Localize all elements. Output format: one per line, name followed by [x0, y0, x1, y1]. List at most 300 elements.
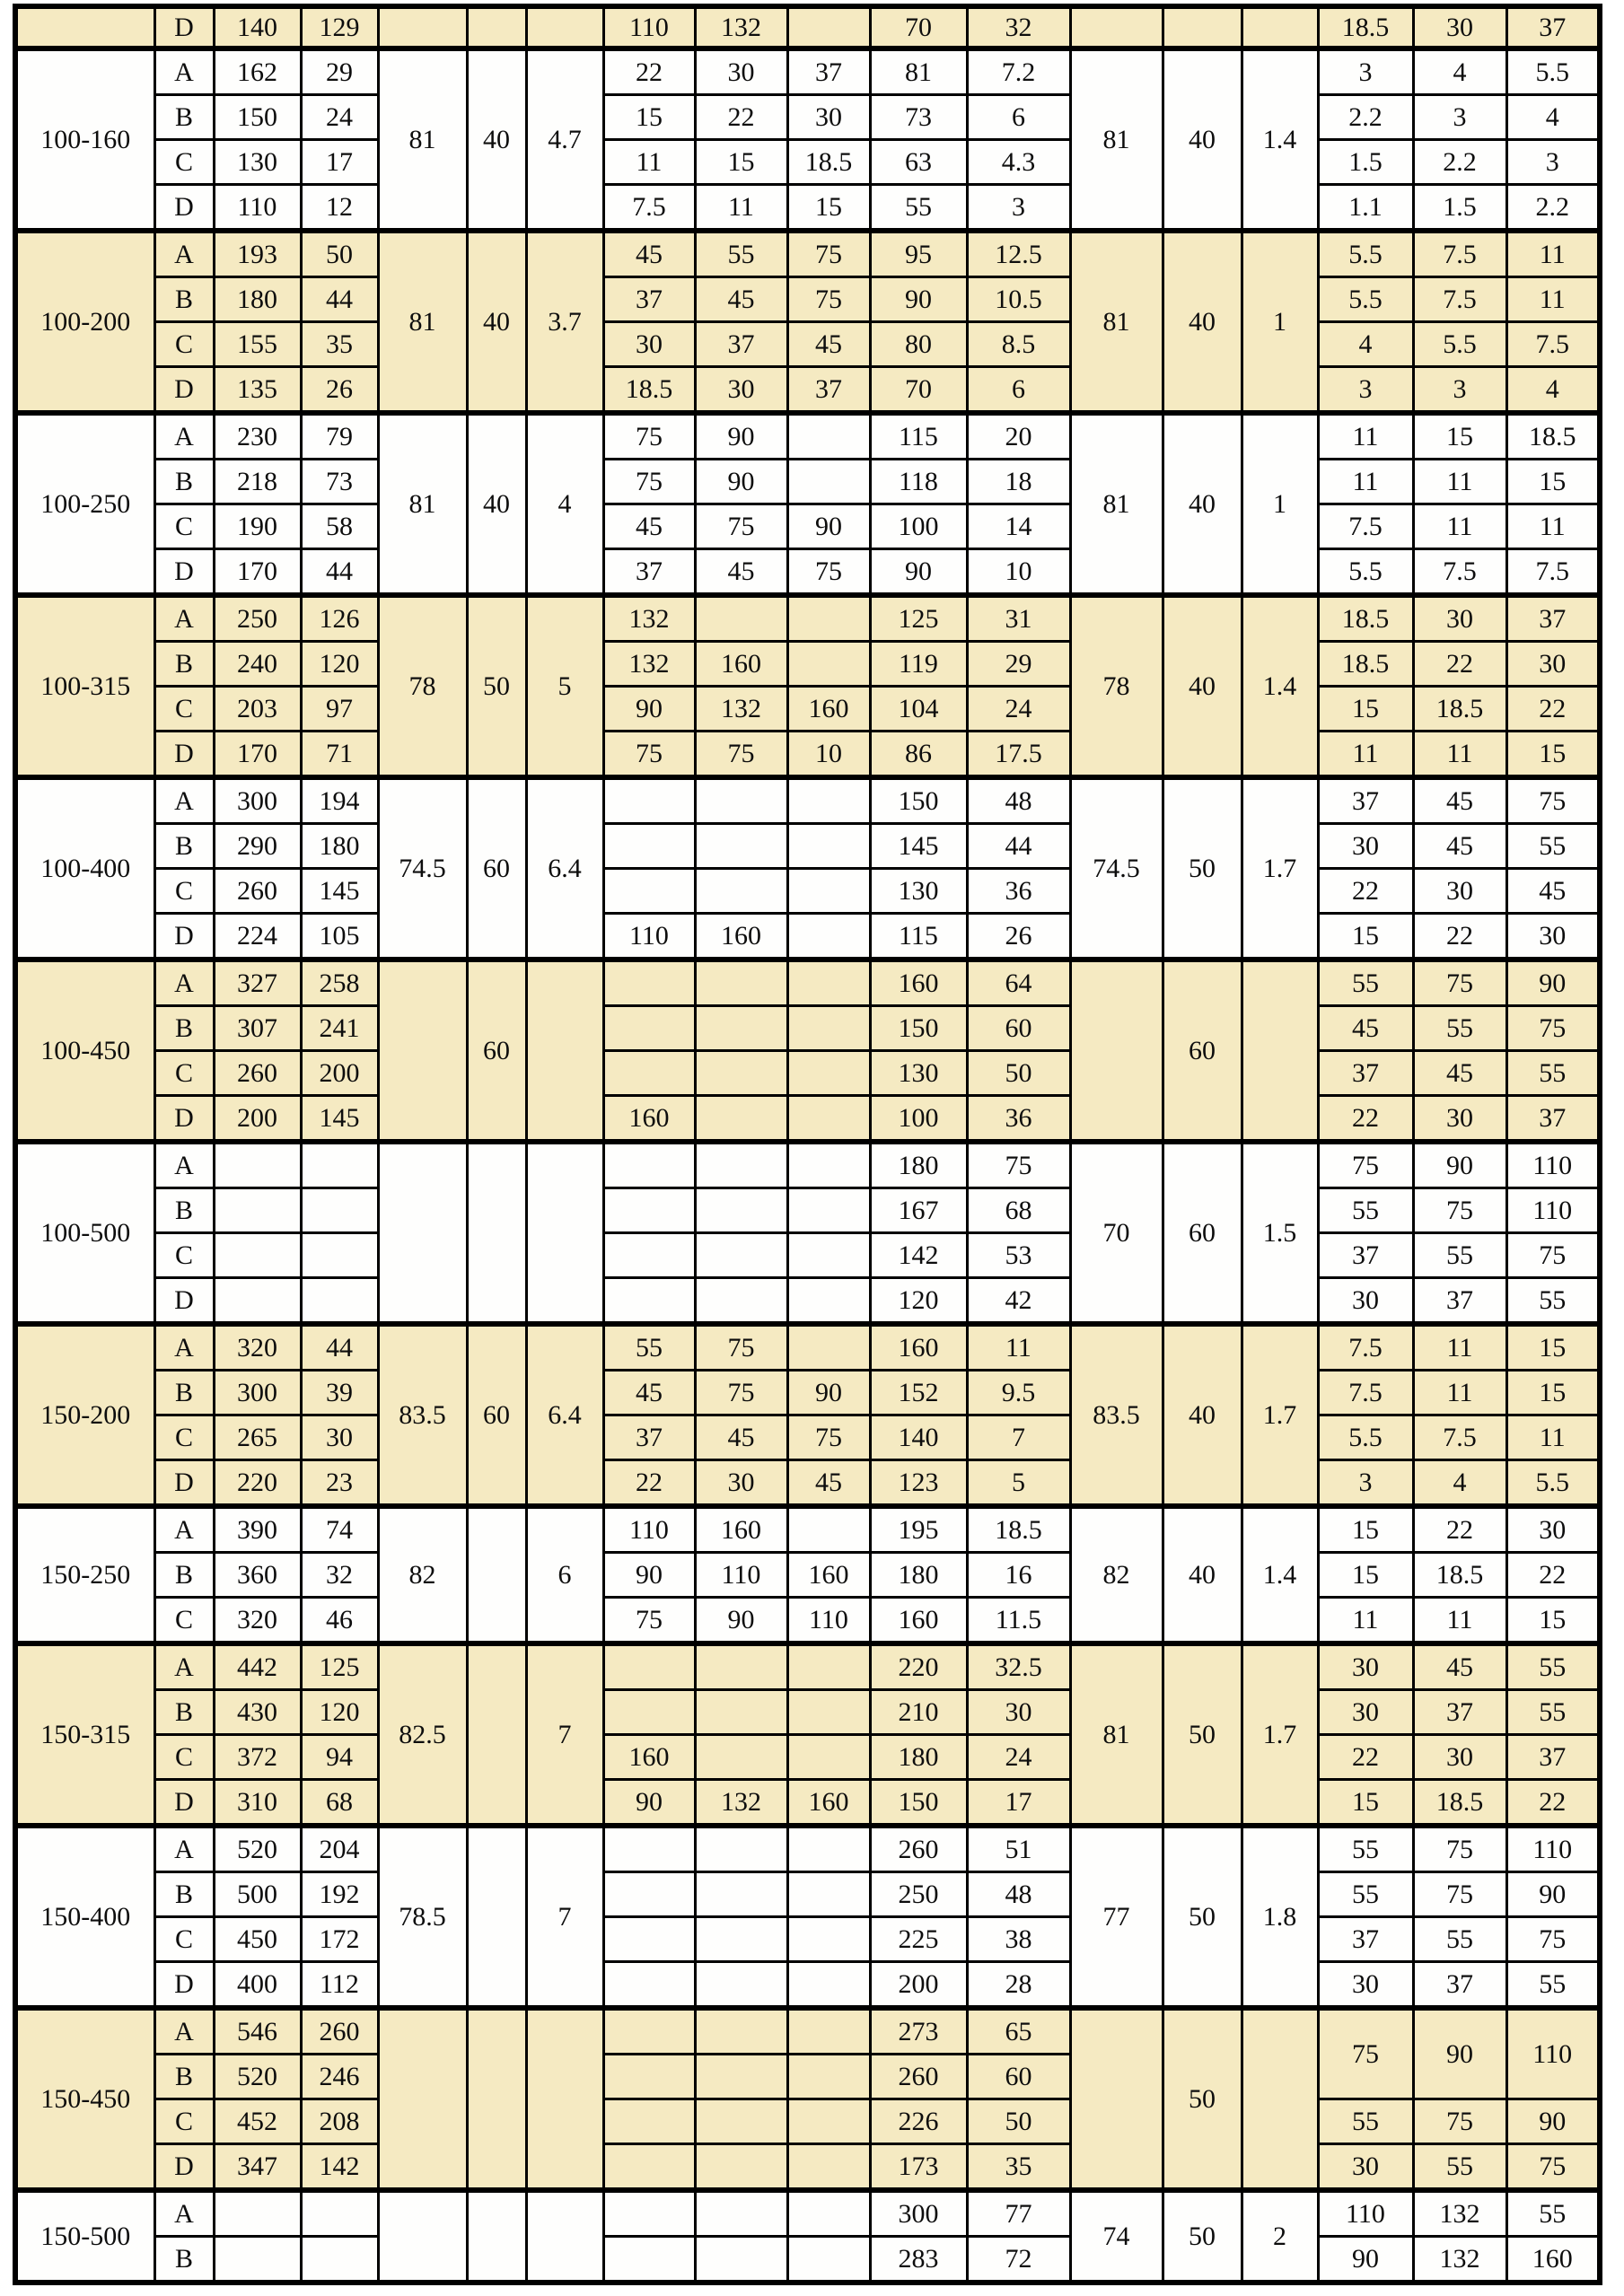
cell-value [787, 2190, 870, 2237]
cell-value: 390 [214, 1506, 301, 1553]
cell-value: 360 [214, 1553, 301, 1598]
cell-value: 7.2 [967, 48, 1070, 95]
cell-value: 45 [695, 277, 787, 322]
cell-value: 75 [603, 1598, 695, 1644]
cell-value: 142 [870, 1233, 967, 1278]
cell-value: 22 [1506, 687, 1600, 732]
cell-value: 22 [1318, 1735, 1413, 1780]
cell-merged-right: 40 [1163, 48, 1242, 231]
cell-value: 75 [787, 277, 870, 322]
cell-value: 230 [214, 413, 301, 460]
cell-value: 2.2 [1318, 95, 1413, 140]
table-row [15, 595, 1600, 642]
table-row [15, 1096, 1600, 1143]
cell-merged-right [1163, 6, 1242, 48]
cell-variant-letter: C [154, 1415, 214, 1460]
cell-value: 45 [603, 504, 695, 549]
cell-value [695, 960, 787, 1006]
cell-merged-left: 3.7 [526, 231, 603, 413]
cell-model: 150-200 [15, 1324, 154, 1506]
cell-value: 5.5 [1318, 549, 1413, 596]
cell-merged-right: 81 [1070, 413, 1163, 595]
cell-variant-letter: C [154, 687, 214, 732]
cell-value: 15 [603, 95, 695, 140]
table-row [15, 1278, 1600, 1325]
cell-merged-left: 7 [526, 1643, 603, 1826]
cell-value: 26 [301, 367, 378, 414]
cell-variant-letter: B [154, 1371, 214, 1415]
cell-value: 36 [967, 869, 1070, 914]
cell-merged-left [378, 6, 467, 48]
table-row [15, 140, 1600, 185]
cell-value: 132 [695, 6, 787, 48]
cell-value: 51 [967, 1826, 1070, 1872]
cell-value: 90 [603, 687, 695, 732]
cell-merged-right [1242, 2008, 1318, 2190]
cell-variant-letter: C [154, 322, 214, 367]
table-row [15, 1917, 1600, 1962]
table-row [15, 1690, 1600, 1735]
cell-merged-right: 1.5 [1242, 1142, 1318, 1324]
cell-value [787, 1643, 870, 1690]
cell-value: 145 [301, 1096, 378, 1143]
cell-value: 79 [301, 413, 378, 460]
cell-value: 35 [967, 2144, 1070, 2191]
cell-value: 11 [1506, 231, 1600, 277]
cell-merged-right: 1.7 [1242, 777, 1318, 960]
cell-value: 30 [1413, 1735, 1506, 1780]
cell-value: 70 [870, 367, 967, 414]
cell-value: 75 [787, 1415, 870, 1460]
cell-value: 5.5 [1506, 1460, 1600, 1507]
cell-variant-letter: A [154, 2190, 214, 2237]
cell-value [695, 2144, 787, 2191]
cell-merged-right: 50 [1163, 2190, 1242, 2283]
cell-value: 60 [967, 1006, 1070, 1051]
cell-value: 220 [214, 1460, 301, 1507]
cell-value: 7.5 [1318, 1324, 1413, 1371]
cell-value: 7.5 [1318, 1371, 1413, 1415]
table-row [15, 687, 1600, 732]
cell-value [787, 1690, 870, 1735]
cell-value: 15 [1506, 1324, 1600, 1371]
cell-value: 132 [603, 642, 695, 687]
cell-value: 5 [967, 1460, 1070, 1507]
cell-value: 160 [787, 1780, 870, 1827]
cell-value [214, 1142, 301, 1188]
cell-value [695, 777, 787, 824]
cell-value: 37 [1318, 1051, 1413, 1096]
spec-table [13, 4, 1602, 2285]
cell-value: 75 [603, 460, 695, 504]
cell-value: 37 [1506, 1096, 1600, 1143]
cell-value: 150 [870, 1780, 967, 1827]
cell-merged-right: 50 [1163, 1643, 1242, 1826]
cell-value: 224 [214, 914, 301, 960]
cell-value: 11 [695, 185, 787, 232]
cell-value [214, 1278, 301, 1325]
cell-value: 11 [1318, 413, 1413, 460]
cell-value: 75 [967, 1142, 1070, 1188]
cell-value: 30 [695, 367, 787, 414]
cell-value: 32 [301, 1553, 378, 1598]
table-row [15, 1553, 1600, 1598]
cell-value: 58 [301, 504, 378, 549]
cell-merged-left [467, 1142, 526, 1324]
cell-value: 30 [1413, 6, 1506, 48]
cell-value: 71 [301, 732, 378, 778]
cell-value: 75 [695, 504, 787, 549]
cell-value: 90 [603, 1780, 695, 1827]
cell-value: 452 [214, 2099, 301, 2144]
cell-value [695, 1006, 787, 1051]
cell-value: 30 [603, 322, 695, 367]
cell-value: 48 [967, 777, 1070, 824]
cell-value [603, 1006, 695, 1051]
table-row [15, 1872, 1600, 1917]
cell-merged-left: 7 [526, 1826, 603, 2008]
cell-value [603, 2237, 695, 2283]
cell-value: 30 [1318, 2144, 1413, 2191]
cell-value: 546 [214, 2008, 301, 2055]
cell-value: 520 [214, 2055, 301, 2099]
cell-merged-left [526, 2190, 603, 2283]
cell-value: 37 [1318, 1917, 1413, 1962]
cell-value: 203 [214, 687, 301, 732]
cell-value: 246 [301, 2055, 378, 2099]
table-row [15, 1780, 1600, 1827]
cell-value: 160 [695, 642, 787, 687]
cell-variant-letter: D [154, 1278, 214, 1325]
cell-variant-letter: C [154, 140, 214, 185]
cell-merged-right: 50 [1163, 777, 1242, 960]
cell-value: 180 [301, 824, 378, 869]
cell-value [787, 2008, 870, 2055]
cell-value: 28 [967, 1962, 1070, 2009]
cell-value [695, 1233, 787, 1278]
cell-variant-letter: D [154, 6, 214, 48]
cell-value: 195 [870, 1506, 967, 1553]
cell-value: 22 [1318, 1096, 1413, 1143]
cell-value: 24 [967, 687, 1070, 732]
cell-value: 132 [695, 1780, 787, 1827]
cell-value: 55 [1318, 1872, 1413, 1917]
cell-value: 7.5 [1506, 549, 1600, 596]
cell-value: 32.5 [967, 1643, 1070, 1690]
cell-value: 22 [695, 95, 787, 140]
cell-merged-left: 78 [378, 595, 467, 777]
cell-value: 55 [1318, 2099, 1413, 2144]
cell-merged-left: 40 [467, 413, 526, 595]
cell-value: 46 [301, 1598, 378, 1644]
cell-value: 48 [967, 1872, 1070, 1917]
table-row [15, 960, 1600, 1006]
cell-value: 97 [301, 687, 378, 732]
cell-value [695, 2190, 787, 2237]
cell-merged-left [526, 2008, 603, 2190]
cell-value: 15 [787, 185, 870, 232]
table-row [15, 1006, 1600, 1051]
cell-value: 5.5 [1318, 277, 1413, 322]
cell-value: 160 [603, 1735, 695, 1780]
cell-value: 81 [870, 48, 967, 95]
cell-value: 24 [967, 1735, 1070, 1780]
cell-value: 11 [1318, 1598, 1413, 1644]
cell-value: 4.3 [967, 140, 1070, 185]
cell-value: 11 [1506, 277, 1600, 322]
cell-value: 200 [301, 1051, 378, 1096]
cell-value: 260 [870, 1826, 967, 1872]
cell-value [787, 1051, 870, 1096]
cell-value: 1.1 [1318, 185, 1413, 232]
cell-merged-left [378, 1142, 467, 1324]
cell-value: 30 [695, 1460, 787, 1507]
cell-value: 38 [967, 1917, 1070, 1962]
cell-variant-letter: A [154, 777, 214, 824]
table-row [15, 185, 1600, 232]
cell-merged-right [1070, 960, 1163, 1142]
cell-merged-right [1242, 960, 1318, 1142]
cell-value [695, 869, 787, 914]
cell-value: 132 [1413, 2190, 1506, 2237]
cell-value: 30 [1318, 1690, 1413, 1735]
cell-value: 30 [1506, 914, 1600, 960]
cell-value [695, 1962, 787, 2009]
cell-value: 75 [787, 231, 870, 277]
cell-value: 11 [1413, 460, 1506, 504]
cell-value: 26 [967, 914, 1070, 960]
cell-value: 442 [214, 1643, 301, 1690]
cell-value: 273 [870, 2008, 967, 2055]
cell-value: 18.5 [1506, 413, 1600, 460]
cell-value: 37 [787, 367, 870, 414]
cell-value [787, 595, 870, 642]
cell-value: 180 [870, 1142, 967, 1188]
cell-merged-right: 83.5 [1070, 1324, 1163, 1506]
cell-merged-left [378, 960, 467, 1142]
cell-value: 15 [1506, 732, 1600, 778]
cell-merged-left: 81 [378, 413, 467, 595]
cell-value: 55 [1413, 1006, 1506, 1051]
cell-value: 129 [301, 6, 378, 48]
cell-value: 250 [870, 1872, 967, 1917]
cell-variant-letter: D [154, 367, 214, 414]
cell-value: 7.5 [1413, 1415, 1506, 1460]
cell-value: 7.5 [1318, 504, 1413, 549]
table-row [15, 1826, 1600, 1872]
table-row [15, 732, 1600, 778]
cell-value: 55 [1506, 824, 1600, 869]
cell-merged-right: 1.8 [1242, 1826, 1318, 2008]
cell-value: 18.5 [1413, 1553, 1506, 1598]
cell-variant-letter: D [154, 185, 214, 232]
cell-value: 241 [301, 1006, 378, 1051]
cell-value: 15 [1413, 413, 1506, 460]
cell-value: 39 [301, 1371, 378, 1415]
cell-value: 110 [695, 1553, 787, 1598]
cell-value: 240 [214, 642, 301, 687]
cell-value: 18.5 [1318, 642, 1413, 687]
cell-variant-letter: D [154, 732, 214, 778]
cell-value: 7.5 [1506, 322, 1600, 367]
cell-value: 100 [870, 1096, 967, 1143]
cell-value: 120 [870, 1278, 967, 1325]
cell-value: 36 [967, 1096, 1070, 1143]
cell-value [787, 2144, 870, 2191]
cell-value: 130 [870, 1051, 967, 1096]
cell-value: 110 [1506, 1188, 1600, 1233]
table-row [15, 777, 1600, 824]
cell-value: 45 [1318, 1006, 1413, 1051]
cell-value: 258 [301, 960, 378, 1006]
table-row [15, 95, 1600, 140]
cell-value: 45 [1413, 1643, 1506, 1690]
cell-value [695, 1872, 787, 1917]
cell-value: 90 [1506, 960, 1600, 1006]
cell-value: 55 [1413, 1917, 1506, 1962]
cell-merged-right: 40 [1163, 595, 1242, 777]
cell-value: 10 [787, 732, 870, 778]
table-row [15, 1962, 1600, 2009]
cell-value: 6 [967, 95, 1070, 140]
cell-value: 15 [1318, 914, 1413, 960]
cell-value [214, 2237, 301, 2283]
cell-value [695, 1917, 787, 1962]
cell-variant-letter: A [154, 413, 214, 460]
cell-value: 430 [214, 1690, 301, 1735]
table-row [15, 277, 1600, 322]
cell-value: 110 [1506, 1826, 1600, 1872]
table-row [15, 914, 1600, 960]
cell-value [695, 1735, 787, 1780]
cell-value: 15 [695, 140, 787, 185]
cell-value: 7.5 [603, 185, 695, 232]
cell-value [695, 824, 787, 869]
cell-merged-right: 81 [1070, 1643, 1163, 1826]
cell-value: 18 [967, 460, 1070, 504]
cell-value: 75 [1413, 1826, 1506, 1872]
cell-merged-left: 4 [526, 413, 603, 595]
cell-value: 180 [214, 277, 301, 322]
cell-merged-right: 60 [1163, 960, 1242, 1142]
cell-variant-letter: C [154, 869, 214, 914]
table-row [15, 869, 1600, 914]
cell-value: 110 [214, 185, 301, 232]
cell-value [787, 1278, 870, 1325]
cell-value: 30 [1318, 1278, 1413, 1325]
cell-model: 100-315 [15, 595, 154, 777]
cell-variant-letter: C [154, 1233, 214, 1278]
cell-merged-left: 60 [467, 960, 526, 1142]
cell-value: 45 [1506, 869, 1600, 914]
cell-value: 55 [1506, 1690, 1600, 1735]
cell-value: 260 [301, 2008, 378, 2055]
cell-value: 18.5 [787, 140, 870, 185]
cell-value: 65 [967, 2008, 1070, 2055]
cell-value: 86 [870, 732, 967, 778]
cell-value: 15 [1506, 1371, 1600, 1415]
cell-value: 11 [1318, 460, 1413, 504]
cell-value: 9.5 [967, 1371, 1070, 1415]
cell-merged-right: 1.7 [1242, 1643, 1318, 1826]
table-row [15, 48, 1600, 95]
cell-merged-right: 1.4 [1242, 595, 1318, 777]
cell-value: 37 [695, 322, 787, 367]
cell-variant-letter: A [154, 231, 214, 277]
cell-value: 15 [1506, 1598, 1600, 1644]
cell-value: 20 [967, 413, 1070, 460]
cell-value: 11 [1413, 1371, 1506, 1415]
cell-value: 45 [787, 1460, 870, 1507]
cell-value: 200 [870, 1962, 967, 2009]
cell-value: 15 [1318, 1506, 1413, 1553]
table-row [15, 549, 1600, 596]
cell-value [695, 2008, 787, 2055]
cell-merged-right: 40 [1163, 231, 1242, 413]
cell-value [603, 1278, 695, 1325]
cell-value: 112 [301, 1962, 378, 2009]
cell-merged-right: 70 [1070, 1142, 1163, 1324]
cell-value: 45 [1413, 824, 1506, 869]
cell-value [787, 1735, 870, 1780]
cell-merged-left: 60 [467, 1324, 526, 1506]
table-row [15, 1188, 1600, 1233]
cell-value: 30 [1318, 824, 1413, 869]
cell-value: 30 [301, 1415, 378, 1460]
cell-value: 310 [214, 1780, 301, 1827]
cell-value [787, 824, 870, 869]
cell-variant-letter: B [154, 1690, 214, 1735]
cell-variant-letter: A [154, 960, 214, 1006]
cell-model: 100-160 [15, 48, 154, 231]
cell-value: 18.5 [1413, 687, 1506, 732]
cell-value: 15 [1506, 460, 1600, 504]
cell-value: 110 [787, 1598, 870, 1644]
cell-value: 260 [214, 869, 301, 914]
cell-value: 3 [1506, 140, 1600, 185]
cell-value [301, 1188, 378, 1233]
table-row [15, 1051, 1600, 1096]
cell-value: 150 [870, 777, 967, 824]
cell-value: 77 [967, 2190, 1070, 2237]
cell-merged-left [467, 1506, 526, 1643]
cell-value-merged-ab: 110 [1506, 2008, 1600, 2099]
table-row [15, 642, 1600, 687]
table-row [15, 2008, 1600, 2055]
cell-value: 11 [1413, 1324, 1506, 1371]
cell-variant-letter: C [154, 1598, 214, 1644]
cell-value: 16 [967, 1553, 1070, 1598]
cell-value: 90 [1506, 2099, 1600, 2144]
cell-value [787, 777, 870, 824]
cell-value: 193 [214, 231, 301, 277]
cell-merged-left [467, 1826, 526, 2008]
cell-value: 37 [787, 48, 870, 95]
cell-value: 194 [301, 777, 378, 824]
cell-value: 125 [301, 1643, 378, 1690]
cell-value [787, 914, 870, 960]
cell-value: 132 [603, 595, 695, 642]
cell-value [787, 1006, 870, 1051]
cell-variant-letter: D [154, 1962, 214, 2009]
cell-value: 155 [214, 322, 301, 367]
cell-model: 150-400 [15, 1826, 154, 2008]
cell-value: 18.5 [1318, 6, 1413, 48]
cell-value: 32 [967, 6, 1070, 48]
cell-merged-left: 6.4 [526, 777, 603, 960]
cell-value: 170 [214, 549, 301, 596]
cell-merged-right: 40 [1163, 413, 1242, 595]
